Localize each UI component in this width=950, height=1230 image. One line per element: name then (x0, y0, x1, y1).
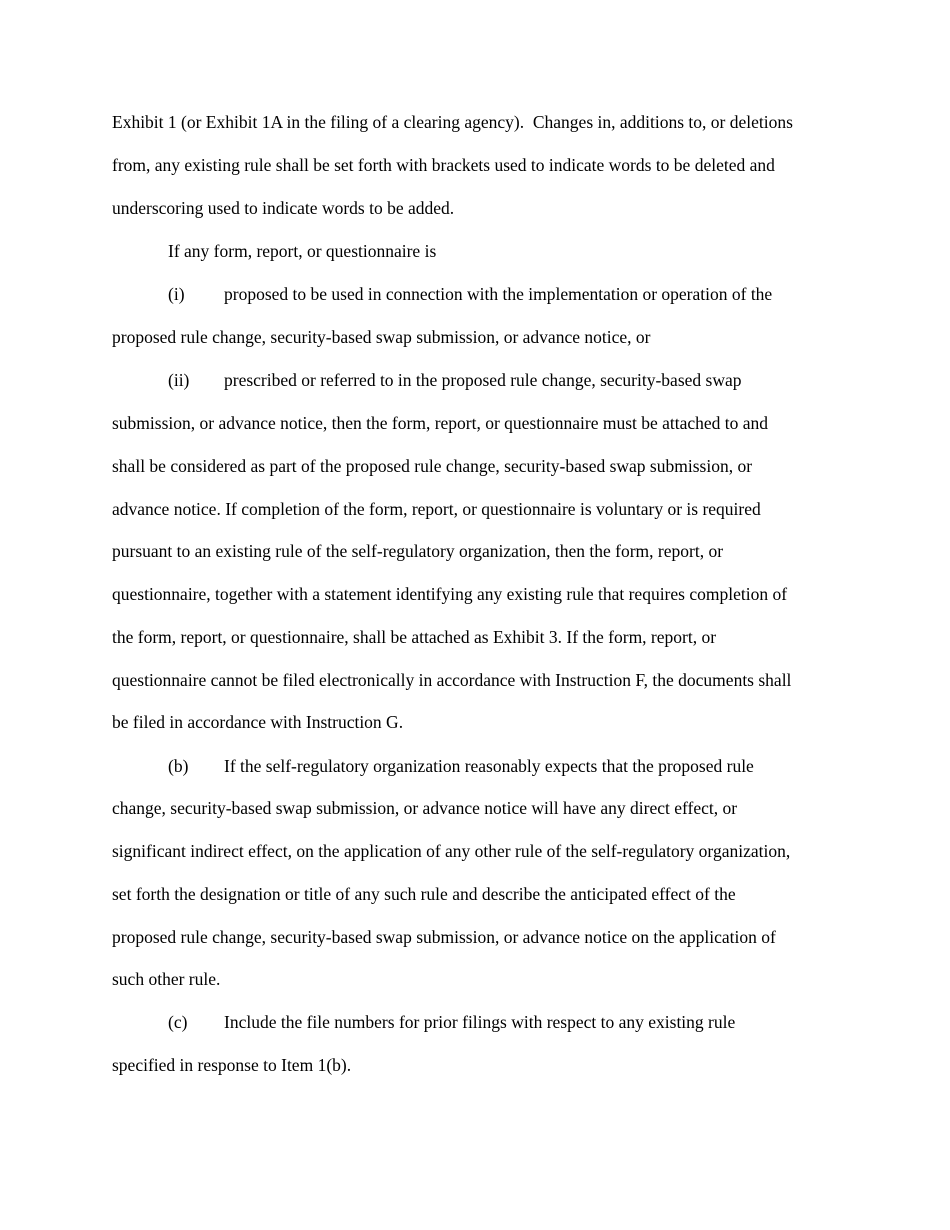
paragraph-line: proposed rule change, security-based swap submission, or advance notice on the application of (112, 927, 776, 947)
paragraph-line: be filed in accordance with Instruction G. (112, 712, 404, 732)
paragraph-line: If any form, report, or questionnaire is (168, 241, 437, 261)
paragraph-line: Exhibit 1 (or Exhibit 1A in the filing of a clearing agency). Changes in, additions to, or deletions (112, 112, 793, 132)
list-marker-ii: (ii) (168, 370, 190, 390)
paragraph-line: questionnaire, together with a statement identifying any existing rule that requires completion of (112, 584, 788, 604)
paragraph-line: If the self-regulatory organization reasonably expects that the proposed rule (224, 756, 754, 776)
paragraph-line: set forth the designation or title of any such rule and describe the anticipated effect of the (112, 884, 736, 904)
paragraph-line: the form, report, or questionnaire, shall be attached as Exhibit 3. If the form, report, or (112, 627, 717, 647)
list-marker-i: (i) (168, 284, 185, 304)
paragraph-line: proposed to be used in connection with the implementation or operation of the (224, 284, 773, 304)
paragraph-line: Include the file numbers for prior filings with respect to any existing rule (224, 1012, 736, 1032)
paragraph-line: prescribed or referred to in the proposed rule change, security-based swap (224, 370, 742, 390)
paragraph-line: pursuant to an existing rule of the self-regulatory organization, then the form, report, or (112, 541, 724, 561)
paragraph-line: submission, or advance notice, then the form, report, or questionnaire must be attached to and (112, 413, 769, 433)
paragraph-line: change, security-based swap submission, or advance notice will have any direct effect, or (112, 798, 738, 818)
paragraph-line: proposed rule change, security-based swap submission, or advance notice, or (112, 327, 651, 347)
paragraph-line: underscoring used to indicate words to be added. (112, 198, 455, 218)
paragraph-line: advance notice. If completion of the form, report, or questionnaire is voluntary or is required (112, 499, 761, 519)
list-marker-b: (b) (168, 756, 189, 776)
paragraph-line: questionnaire cannot be filed electronically in accordance with Instruction F, the documents shall (112, 670, 792, 690)
list-marker-c: (c) (168, 1012, 188, 1032)
paragraph-line: from, any existing rule shall be set forth with brackets used to indicate words to be deleted and (112, 155, 775, 175)
paragraph-line: specified in response to Item 1(b). (112, 1055, 352, 1075)
paragraph-line: such other rule. (112, 969, 221, 989)
paragraph-line: shall be considered as part of the proposed rule change, security-based swap submission, or (112, 456, 753, 476)
paragraph-line: significant indirect effect, on the application of any other rule of the self-regulatory organization, (112, 841, 791, 861)
